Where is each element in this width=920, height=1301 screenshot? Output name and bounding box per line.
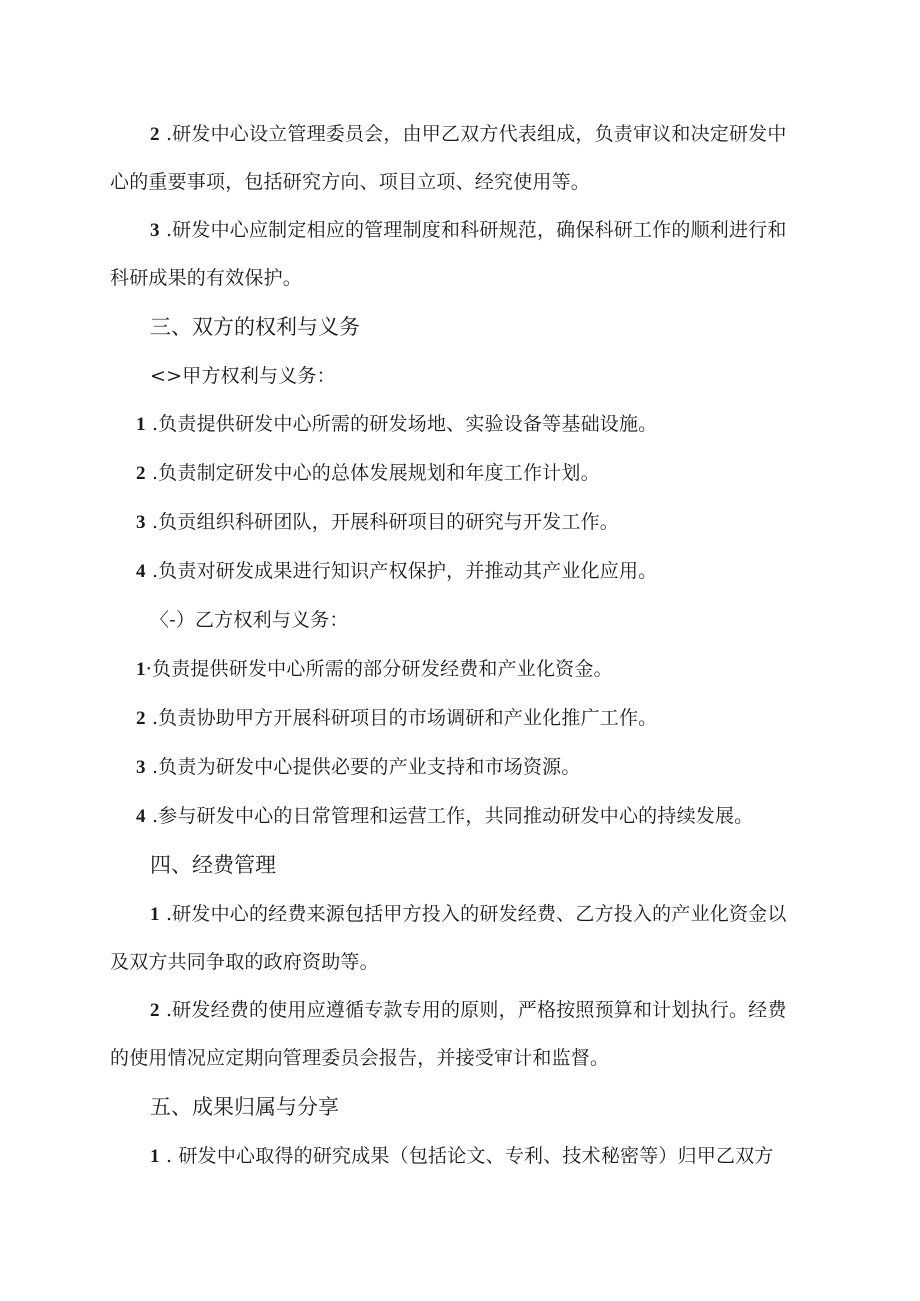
item-number: 1 [150,1146,160,1167]
section-heading-funding: 四、经费管理 [150,853,276,877]
party-b-item-3 [136,755,581,780]
item-number: 1 [136,414,146,435]
funding-paragraph-1-line-2: 及双方共同争取的政府资助等。 [110,951,379,973]
funding-paragraph-2-line-2: 的使用情况应定期向管理委员会报告，并接受审计和监督。 [110,1047,610,1069]
item-text: .负责制定研发中心的总体发展规划和年度工作计划。 [145,462,600,484]
paragraph-text: . 研发中心取得的研究成果（包括论文、专利、技术秘密等）归甲乙双方 [159,1145,774,1167]
item-text: .负贡组织科研团队，开展科研项目的研究与开发工作。 [145,511,619,533]
paragraph-2-line-2: 心的重要事项，包括研究方向、项目立项、经究使用等。 [110,171,591,193]
item-number: 4 [136,561,146,582]
item-number: 2 [136,708,146,729]
item-number: 1 [136,659,146,680]
party-a-title: <>甲方权利与义务： [150,365,336,387]
party-a-item-3 [136,510,619,535]
party-b-item-2 [136,706,657,731]
party-a-item-2 [136,461,600,486]
paragraph-text: .研发中心的经费来源包括甲方投入的研发经费、乙方投入的产业化资金以 [159,903,787,925]
paragraph-text: .研发经费的使用应遵循专款专用的原则，严格按照预算和计划执行。经费 [159,999,787,1021]
section-heading-results: 五、成果归属与分享 [150,1095,339,1119]
party-b-item-4 [136,804,753,829]
item-number: 2 [136,463,146,484]
item-number: 1 [150,904,160,925]
paragraph-2-line-1 [150,122,787,147]
item-number: 3 [136,512,146,533]
item-number: 2 [150,1000,160,1021]
item-number: 4 [136,806,146,827]
party-a-item-4 [136,559,657,584]
paragraph-3-line-2: 科研成果的有效保护。 [110,267,303,289]
item-text: .负责协助甲方开展科研项目的市场调研和产业化推广工作。 [145,707,658,729]
item-text: .参与研发中心的日常管理和运营工作，共同推动研发中心的持续发展。 [145,805,754,827]
item-number: 3 [150,220,160,241]
item-text: .负责为研发中心提供必要的产业支持和市场资源。 [145,756,581,778]
party-b-title: 〈-）乙方权利与义务： [150,609,349,631]
item-text: .负责提供研发中心所需的研发场地、实验设备等基础设施。 [145,413,658,435]
results-paragraph-1-line-1 [150,1144,774,1169]
paragraph-3-line-1 [150,218,787,243]
item-text: .负责对研发成果进行知识产权保护，并推动其产业化应用。 [145,560,658,582]
funding-paragraph-1-line-1 [150,902,787,927]
funding-paragraph-2-line-1 [150,998,787,1023]
party-b-item-1 [136,657,613,682]
item-text: ·负责提供研发中心所需的部分研发经费和产业化资金。 [145,658,613,680]
section-heading-rights: 三、双方的权利与义务 [150,315,360,339]
paragraph-text: .研发中心应制定相应的管理制度和科研规范，确保科研工作的顺利进行和 [159,219,787,241]
item-number: 3 [136,757,146,778]
party-a-item-1 [136,412,657,437]
item-number: 2 [150,124,160,145]
paragraph-text: .研发中心设立管理委员会，由甲乙双方代表组成，负责审议和决定研发中 [159,123,787,145]
